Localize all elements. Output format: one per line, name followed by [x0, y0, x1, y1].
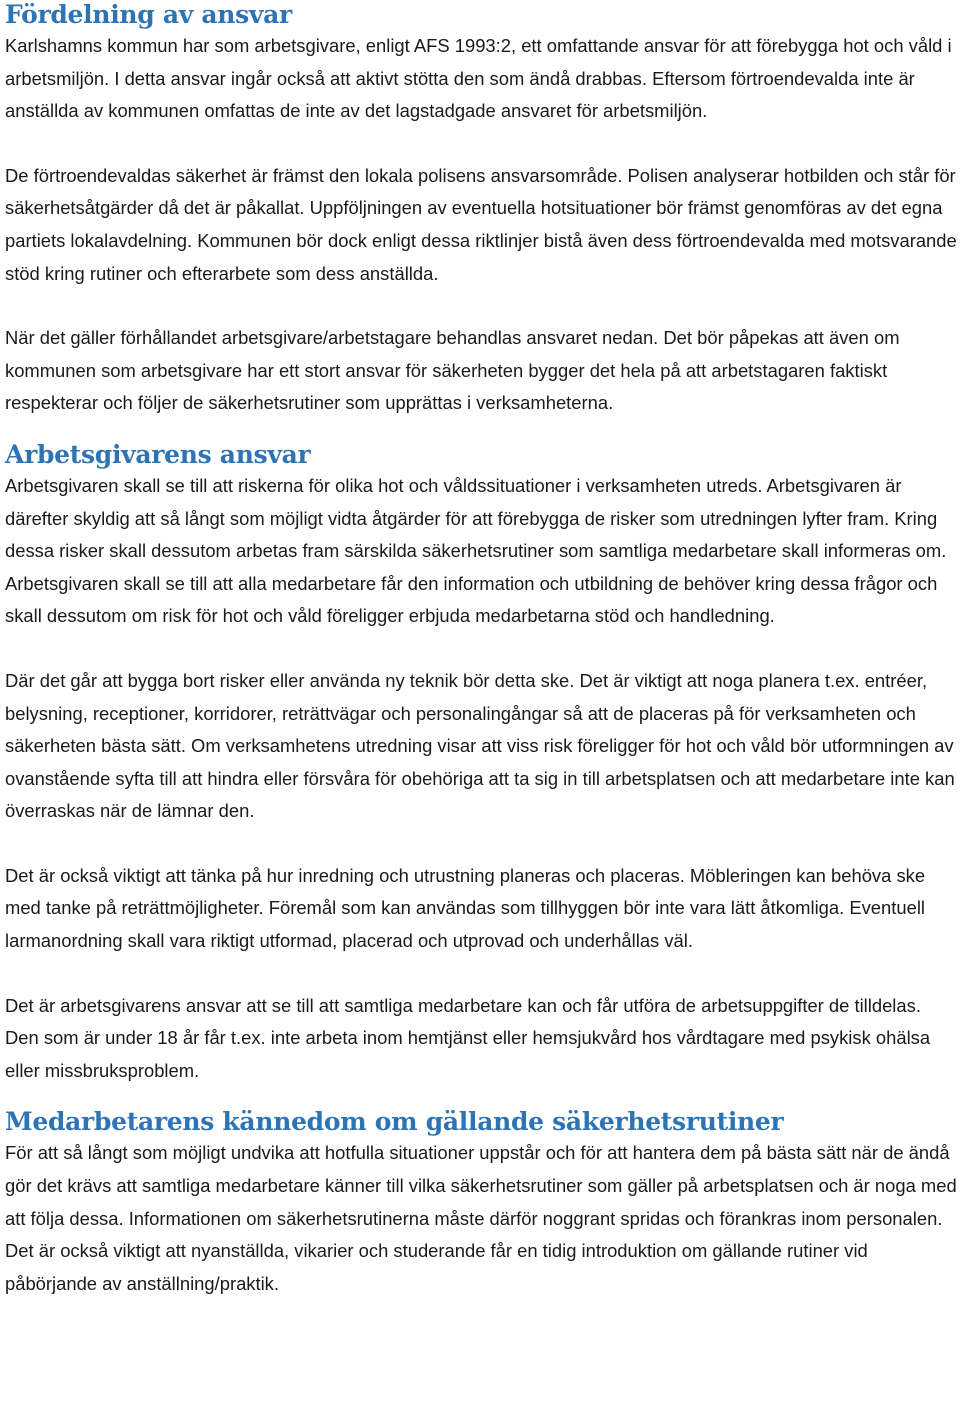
paragraph: Det är också viktigt att tänka på hur inredning och utrustning planeras och placeras. Möbleringen kan behöva ske med tanke på reträttmöjligheter. Föremål som kan användas som tillhyggen bör inte vara lätt åtkomliga. Eventuell larmanordning skall vara riktigt utformad, placerad och utprovad och underhållas väl.	[5, 864, 926, 952]
paragraph-gap	[5, 290, 957, 322]
paragraph-gap	[5, 633, 957, 665]
paragraph: Det är arbetsgivarens ansvar att se till att samtliga medarbetare kan och får utföra de arbetsuppgifter de tilldelas. Den som är under 18 år får t.ex. inte arbeta inom hemtjänst eller hemsjukvård hos vårdtagare med psykisk ohälsa eller missbruksproblem.	[5, 994, 931, 1081]
paragraph-gap	[5, 128, 957, 160]
paragraph: För att så långt som möjligt undvika att hotfulla situationer uppstår och för att hantera dem på bästa sätt när de ändå gör det krävs att samtliga medarbetare känner till vilka säkerhetsrutiner som gäller på arbetsplatsen och är noga med att följa dessa. Informationen om säkerhetsrutinerna måste därför noggrant spridas och förankras inom personalen. Det är också viktigt att nyanställda, vikarier och studerande får en tidig introduktion om gällande rutiner vid påbörjande av anställning/praktik.	[5, 1142, 957, 1294]
section-fordelning-av-ansvar	[5, 0, 957, 420]
paragraph-gap	[5, 828, 957, 860]
paragraph: De förtroendevaldas säkerhet är främst den lokala polisens ansvarsområde. Polisen analyserar hotbilden och står för säkerhetsåtgärder då det är påkallat. Uppföljningen av eventuella hotsituationer bör främst genomföras av det egna partiets lokalavdelning. Kommunen bör dock enligt dessa riktlinjer bistå även dess förtroendevalda med motsvarande stöd kring rutiner och efterarbete som dess anställda.	[5, 164, 957, 284]
paragraph: Där det går att bygga bort risker eller använda ny teknik bör detta ske. Det är viktigt att noga planera t.ex. entréer, belysning, receptioner, korridorer, reträttvägar och personalingångar så att de placeras på för verksamheten och säkerheten bästa sätt. Om verksamhetens utredning visar att viss risk föreligger för hot och våld bör utformningen av ovanstående syfta till att hindra eller försvåra för obehöriga att ta sig in till arbetsplatsen och att medarbetare inte kan överraskas när de lämnar den.	[5, 669, 955, 822]
section-medarbetarens-kannedom	[5, 1107, 957, 1300]
paragraph: Karlshamns kommun har som arbetsgivare, enligt AFS 1993:2, ett omfattande ansvar för att förebygga hot och våld i arbetsmiljön. I detta ansvar ingår också att aktivt stötta den som ändå drabbas. Eftersom förtroendevalda inte är anställda av kommunen omfattas de inte av det lagstadgade ansvaret för arbetsmiljön.	[5, 35, 952, 122]
paragraph: När det gäller förhållandet arbetsgivare/arbetstagare behandlas ansvaret nedan. Det bör påpekas att även om kommunen som arbetsgivare har ett stort ansvar för säkerheten bygger det hela på att arbetstagaren faktiskt respekterar och följer de säkerhetsrutiner som upprättas i verksamheterna.	[5, 327, 900, 414]
document-page	[5, 0, 957, 1300]
section-gap	[5, 1087, 957, 1107]
paragraph-gap	[5, 958, 957, 990]
section-arbetsgivarens-ansvar	[5, 440, 957, 1088]
section-heading: Fördelning av ansvar	[5, 0, 292, 29]
section-gap	[5, 420, 957, 440]
section-heading: Medarbetarens kännedom om gällande säkerhetsrutiner	[5, 1107, 784, 1137]
section-heading: Arbetsgivarens ansvar	[5, 439, 311, 469]
paragraph: Arbetsgivaren skall se till att riskerna för olika hot och våldssituationer i verksamheten utreds. Arbetsgivaren är därefter skyldig att så långt som möjligt vidta åtgärder för att förebygga de risker som utredningen lyfter fram. Kring dessa risker skall dessutom arbetas fram särskilda säkerhetsrutiner som samtliga medarbetare skall informeras om. Arbetsgivaren skall se till att alla medarbetare får den information och utbildning de behöver kring dessa frågor och skall dessutom om risk för hot och våld föreligger erbjuda medarbetarna stöd och handledning.	[5, 474, 947, 627]
